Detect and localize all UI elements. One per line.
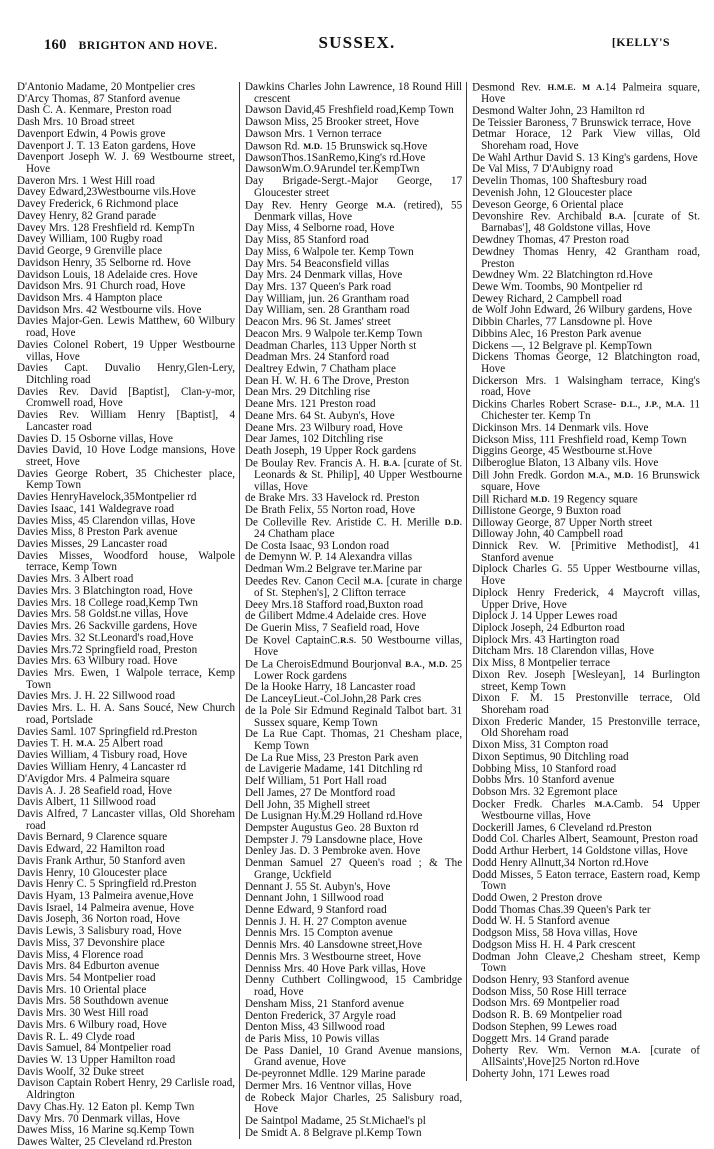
directory-entry: Davies Mrs. 3 Blatchington road, Hove — [17, 584, 193, 597]
directory-entry: DawsonWm.O.9Arundel ter.KempTwn — [245, 163, 420, 176]
directory-entry: De Val Miss, 7 D'Aubigny road — [472, 163, 613, 176]
directory-entry: Dempster J. 79 Lansdowne place, Hove — [245, 833, 423, 846]
running-head-publisher: [KELLY'S — [611, 35, 670, 49]
directory-entry: Dodd W. H. 5 Stanford avenue — [472, 915, 610, 928]
directory-entry: Dixon F. M. 15 Prestonville terrace, Old Shoreham road — [472, 692, 700, 717]
postnominal: M.D. — [303, 140, 323, 151]
directory-entry: Dickerson Mrs. 1 Walsingham terrace, King's road, Hove — [472, 374, 700, 399]
directory-entry: Davies Mrs. J. H. 22 Sillwood road — [17, 690, 176, 703]
directory-entry: Dennis Mrs. 40 Lansdowne street,Hove — [245, 939, 423, 952]
directory-entry: Detmar Horace, 12 Park View villas, Old Shoreham road, Hove — [472, 128, 700, 152]
directory-entry: Day Mrs. 54 Beaconsfield villas — [245, 257, 390, 270]
postnominal: M.A. — [594, 798, 614, 809]
directory-entry: Dash Mrs. 10 Broad street — [17, 116, 135, 129]
postnominal: R.S. — [340, 634, 357, 645]
directory-entry: De Pass Daniel, 10 Grand Avenue mansions, Grand avenue, Hove — [245, 1044, 463, 1069]
directory-entry: Day William, sen. 28 Grantham road — [245, 304, 410, 317]
directory-entry: Davies HenryHavelock,35Montpelier rd — [17, 491, 197, 504]
directory-entry: Dewey Richard, 2 Campbell road — [472, 292, 622, 305]
directory-entry: D'Antonio Madame, 20 Montpelier cres — [17, 81, 196, 93]
directory-entry: Davis R. L. 49 Clyde road — [17, 1030, 135, 1043]
directory-entry: De Kovel CaptainC.R.S. 50 Westbourne villas, Hove — [245, 634, 463, 658]
directory-entry: Davies Saml. 107 Springfield rd.Preston — [17, 725, 198, 738]
directory-entry: Davies Misses, 29 Lancaster road — [17, 538, 168, 551]
directory-entry: Dix Miss, 8 Montpelier terrace — [472, 657, 611, 670]
directory-entry: Davies Mrs. 63 Wilbury road. Hove — [17, 655, 178, 668]
directory-entry: Davies Mrs. Ewen, 1 Walpole terrace, Kemp Town — [17, 666, 236, 691]
directory-entry: David George, 9 Grenville place — [17, 245, 163, 258]
directory-entry: Dennis Mrs. 3 Westbourne street, Hove — [245, 950, 421, 963]
directory-entry: Davis Miss, 4 Florence road — [17, 948, 144, 961]
directory-entry: Davies Miss, 8 Preston Park avenue — [17, 526, 178, 539]
directory-entry: De Lusignan Hy.M.29 Holland rd.Hove — [245, 810, 423, 823]
directory-entry: D'Avigdor Mrs. 4 Palmeira square — [17, 772, 170, 785]
directory-entry: Day Miss, 4 Selborne road, Hove — [245, 222, 395, 235]
directory-entry: De La Rue Capt. Thomas, 21 Chesham place, Kemp Town — [245, 728, 463, 752]
directory-entry: Dodman John Cleave,2 Chesham street, Kemp Town — [472, 950, 700, 975]
directory-entry: Davis Lewis, 3 Salisbury road, Hove — [17, 925, 182, 938]
directory-entry: Dedman Wm.2 Belgrave ter.Marine par — [245, 563, 422, 576]
directory-entry: Delf William, 51 Port Hall road — [245, 775, 387, 788]
directory-entry: Dill Richard M.D. 19 Regency square — [472, 493, 638, 506]
directory-entry: D'Arcy Thomas, 87 Stanford avenue — [17, 92, 181, 105]
directory-entry: De La Rue Miss, 23 Preston Park aven — [245, 751, 419, 764]
postnominal: M.A. — [621, 1045, 641, 1056]
directory-entry: Dealtrey Edwin, 7 Chatham place — [245, 363, 396, 376]
directory-entry: Dickinson Mrs. 14 Denmark vils. Hove — [472, 422, 649, 435]
directory-entry: Davies Rev. William Henry [Baptist], 4 Lancaster road — [17, 409, 236, 433]
directory-entry: Davies Misses, Woodford house, Walpole terrace, Kemp Town — [17, 549, 236, 574]
directory-entry: Dawes Miss, 16 Marine sq.Kemp Town — [17, 1124, 195, 1137]
directory-entry: De Wahl Arthur David S. 13 King's gardens, Hove — [472, 151, 698, 164]
directory-entry: Davenport Joseph W. J. 69 Westbourne street, Hove — [17, 151, 236, 176]
directory-entry: Deey Mrs.18 Stafford road,Buxton road — [245, 598, 424, 611]
directory-entry: Dixon Miss, 31 Compton road — [472, 739, 609, 752]
directory-entry: Davidson Mrs. 42 Westbourne vils. Hove — [17, 303, 202, 316]
postnominal: M.D. — [428, 658, 448, 669]
directory-entry: Dodd Misses, 5 Eaton terrace, Eastern road, Kemp Town — [472, 868, 700, 893]
directory-entry: Davies Colonel Robert, 19 Upper Westbourne villas, Hove — [17, 338, 236, 363]
directory-entry: Dixon Septimus, 90 Ditchling road — [472, 750, 629, 763]
directory-entry: Dennant J. 55 St. Aubyn's, Hove — [245, 880, 391, 893]
directory-entry: Dixon Frederic Mander, 15 Prestonville terrace, Old Shoreham road — [472, 715, 700, 740]
directory-entry: Deane Mrs. 64 St. Aubyn's, Hove — [245, 409, 395, 422]
directory-entry: Denton Frederick, 37 Argyle road — [245, 1009, 396, 1022]
directory-entry: Davis Hyam, 13 Palmeira avenue,Hove — [17, 889, 194, 902]
directory-entry: Davidson Louis, 18 Adelaide cres. Hove — [17, 268, 198, 281]
directory-entry: Dempster Augustus Geo. 28 Buxton rd — [245, 822, 419, 835]
directory-entry: Deveson George, 6 Oriental place — [472, 198, 624, 211]
directory-entry: Dewdney Thomas Henry, 42 Grantham road, Preston — [472, 245, 700, 270]
directory-entry: Deedes Rev. Canon Cecil M.A. [curate in charge of St. Stephen's], 2 Clifton terrace — [245, 575, 463, 599]
directory-entry: Davis Woolf, 32 Duke street — [17, 1065, 144, 1078]
directory-entry: Death Joseph, 19 Upper Rock gardens — [245, 445, 417, 458]
directory-entry: Davies William, 4 Tisbury road, Hove — [17, 749, 188, 762]
postnominal: D.D. — [444, 516, 463, 527]
directory-entry: Dell James, 27 De Montford road — [245, 786, 396, 799]
directory-entry: Dear James, 102 Ditchling rise — [245, 433, 383, 446]
directory-entry: De La CheroisEdmund Bourjonval B.A., M.D. 25 Lower Rock gardens — [245, 657, 463, 682]
directory-entry: Diplock Henry Frederick, 4 Maycroft villas, Upper Drive, Hove — [472, 586, 700, 611]
directory-entry: Dash C. A. Kenmare, Preston road — [17, 104, 172, 117]
directory-entry: Dickens Thomas George, 12 Blatchington road, Hove — [472, 351, 700, 376]
directory-entry: Deacon Mrs. 9 Walpole ter.Kemp Town — [245, 327, 423, 340]
directory-entry: Dawson Miss, 25 Brooker street, Hove — [245, 116, 419, 129]
directory-entry: Davies William Henry, 4 Lancaster rd — [17, 761, 187, 774]
directory-entry: Davies Isaac, 141 Waldegrave road — [17, 502, 175, 515]
directory-entry: Develin Thomas, 100 Shaftesbury road — [472, 175, 647, 188]
postnominal: B.A. — [608, 211, 626, 222]
directory-entry: Dilloway George, 87 Upper North street — [472, 516, 653, 529]
directory-entry: Davies T. H. M.A. 25 Albert road — [17, 737, 163, 750]
directory-entry: Davey Henry, 82 Grand parade — [17, 209, 157, 222]
directory-entry: de Wolf John Edward, 26 Wilbury gardens, Hove — [472, 304, 693, 317]
directory-entry: Devonshire Rev. Archibald B.A. [curate of St. Barnabas'], 48 Goldstone villas, Hove — [472, 210, 700, 235]
page-number: 160 — [44, 37, 67, 53]
directory-entry: Day Rev. Henry George M.A. (retired), 55 Denmark villas, Hove — [245, 198, 463, 223]
directory-column-1 — [12, 82, 239, 1149]
running-head-county: SUSSEX. — [318, 33, 396, 52]
directory-entry: Davies George Robert, 35 Chichester place, Kemp Town — [17, 467, 236, 492]
directory-entry: Densham Miss, 21 Stanford avenue — [245, 997, 404, 1010]
directory-entry: Davidson Henry, 35 Selborne rd. Hove — [17, 256, 191, 269]
directory-entry: Dickson Miss, 111 Freshfield road, Kemp Town — [472, 433, 687, 446]
postnominal: M.D. — [613, 469, 634, 480]
directory-entry: Davy Mrs. 70 Denmark villas, Hove — [17, 1112, 180, 1125]
directory-entry: Davis Alfred, 7 Lancaster villas, Old Shoreham road — [17, 807, 236, 832]
directory-entry: Dewdney Wm. 22 Blatchington rd.Hove — [472, 269, 653, 282]
directory-entry: De la Hooke Harry, 18 Lancaster road — [245, 681, 416, 694]
directory-entry: Davis Edward, 22 Hamilton road — [17, 843, 165, 856]
directory-entry: Dennis J. H. H. 27 Compton avenue — [245, 915, 407, 928]
directory-entry: Devenish John, 12 Gloucester place — [472, 186, 633, 199]
directory-entry: Doggett Mrs. 14 Grand parade — [472, 1032, 609, 1045]
directory-entry: Davey Edward,23Westbourne vils.Hove — [17, 186, 196, 199]
directory-entry: De Teissier Baroness, 7 Brunswick terrace, Hove — [472, 116, 692, 129]
directory-entry: Diplock J. 14 Upper Lewes road — [472, 610, 618, 623]
directory-entry: Desmond Rev. H.M.E. M A.14 Palmeira square, Hove — [472, 81, 700, 106]
directory-entry: Davis Israel, 14 Palmeira avenue, Hove — [17, 901, 194, 914]
directory-entry: Dodson Henry, 93 Stanford avenue — [472, 973, 630, 986]
directory-entry: Davis Samuel, 84 Montpelier road — [17, 1042, 171, 1055]
directory-entry: Denniss Mrs. 40 Hove Park villas, Hove — [245, 962, 426, 975]
directory-entry: Deane Mrs. 121 Preston road — [245, 398, 376, 411]
directory-entry: Dixon Rev. Joseph [Wesleyan], 14 Burlington street, Kemp Town — [472, 668, 700, 693]
directory-entry: De Brath Felix, 55 Norton road, Hove — [245, 504, 416, 517]
directory-entry: Dodgson Miss H. H. 4 Park crescent — [472, 938, 636, 951]
directory-entry: de Demynn W. P. 14 Alexandra villas — [245, 551, 413, 564]
directory-entry: Davis Frank Arthur, 50 Stanford aven — [17, 854, 186, 867]
directory-entry: de Robeck Major Charles, 25 Salisbury road, Hove — [245, 1091, 463, 1116]
directory-entry: Dobbing Miss, 10 Stanford road — [472, 762, 617, 775]
directory-entry: Dodd Thomas Chas.39 Queen's Park ter — [472, 903, 651, 916]
directory-entry: Davenport Edwin, 4 Powis grove — [17, 127, 166, 140]
directory-entry: Day William, jun. 26 Grantham road — [245, 292, 409, 305]
directory-entry: Dodd Owen, 2 Preston drove — [472, 891, 603, 904]
directory-entry: Day Miss, 85 Stanford road — [245, 234, 369, 247]
directory-entry: Dobson Mrs. 32 Egremont place — [472, 786, 618, 799]
directory-entry: Dilberoglue Blaton, 13 Albany vils. Hove — [472, 457, 659, 470]
directory-entry: Davis Mrs. 84 Edburton avenue — [17, 960, 160, 973]
directory-entry: Dill John Fredk. Gordon M.A., M.D. 16 Brunswick square, Hove — [472, 469, 700, 493]
directory-entry: Desmond Walter John, 23 Hamilton rd — [472, 104, 645, 117]
directory-entry: Dawson David,45 Freshfield road,Kemp Town — [245, 104, 454, 117]
directory-entry: Dennis Mrs. 15 Compton avenue — [245, 927, 393, 940]
directory-entry: Davis Mrs. 10 Oriental place — [17, 983, 147, 996]
directory-entry: Denny Cuthbert Collingwood, 15 Cambridge road, Hove — [245, 974, 463, 999]
running-head — [44, 0, 670, 74]
directory-entry: De Costa Isaac, 93 London road — [245, 539, 389, 552]
postnominal: M.A. — [587, 469, 608, 480]
directory-entry: Davies W. 13 Upper Hamilton road — [17, 1054, 176, 1067]
directory-entry: De Colleville Rev. Aristide C. H. Merille D.D. 24 Chatham place — [245, 516, 463, 540]
directory-entry: Doherty John, 171 Lewes road — [472, 1068, 610, 1081]
directory-entry: Davey Mrs. 128 Freshfield rd. KempTn — [17, 221, 195, 234]
directory-entry: Davies Rev. David [Baptist], Clan-y-mor, Cromwell road, Hove — [17, 385, 236, 410]
directory-entry: Dermer Mrs. 16 Ventnor villas, Hove — [245, 1079, 412, 1092]
directory-entry: Davidson Mrs. 91 Church road, Hove — [17, 280, 186, 293]
directory-entry: Davies Miss, 45 Clarendon villas, Hove — [17, 514, 196, 527]
directory-entry: Davis Henry, 10 Gloucester place — [17, 866, 168, 879]
directory-entry: Dillistone George, 9 Buxton road — [472, 504, 621, 517]
directory-entry: Davis Albert, 11 Sillwood road — [17, 796, 156, 809]
directory-entry: Davis Joseph, 36 Norton road, Hove — [17, 913, 180, 926]
directory-entry: Dawes Walter, 25 Cleveland rd.Preston — [17, 1136, 192, 1149]
directory-entry: Davies Mrs. 26 Sackville gardens, Hove — [17, 620, 198, 633]
running-head-place: BRIGHTON AND HOVE. — [78, 40, 218, 52]
directory-entry: Davis Mrs. 6 Wilbury road, Hove — [17, 1018, 167, 1031]
directory-column-3 — [466, 82, 704, 1081]
directory-entry: Davies Mrs. 58 Goldst.ne villas, Hove — [17, 608, 189, 621]
directory-entry: Diggins George, 45 Westbourne st.Hove — [472, 445, 653, 458]
directory-entry: Davies Mrs. 18 College road,Kemp Twn — [17, 596, 198, 609]
directory-entry: Davies Mrs.72 Springfield road, Preston — [17, 643, 198, 656]
directory-entry: de Gilibert Mdme.4 Adelaide cres. Hove — [245, 610, 427, 623]
directory-entry: Dinnick Rev. W. [Primitive Methodist], 41 Stanford avenue — [472, 539, 700, 564]
directory-entry: Davies David, 10 Hove Lodge mansions, Hove street, Hove — [17, 444, 236, 468]
directory-entry: Dilloway John, 40 Campbell road — [472, 528, 623, 541]
directory-entry: Dawkins Charles John Lawrence, 18 Round Hill crescent — [245, 81, 463, 105]
directory-entry: Davey William, 100 Rugby road — [17, 233, 163, 246]
directory-entry: Dickins Charles Robert Scrase- D.L., J.P., M.A. 11 Chichester ter. Kemp Tn — [472, 398, 701, 423]
directory-entry: Davis Mrs. 54 Montpelier road — [17, 972, 156, 985]
directory-entry: Diplock Charles G. 55 Upper Westbourne villas, Hove — [472, 563, 700, 588]
directory-column-2 — [239, 82, 466, 1139]
directory-entry: Dewe Wm. Toombs, 90 Montpelier rd — [472, 281, 643, 293]
directory-entry: Day Mrs. 137 Queen's Park road — [245, 281, 392, 293]
directory-entry: Denne Edward, 9 Stanford road — [245, 904, 387, 917]
directory-entry: Dawson Rd. M.D. 15 Brunswick sq.Hove — [245, 139, 428, 152]
directory-entry: Davies Mrs. L. H. A. Sans Soucé, New Church road, Portslade — [17, 702, 236, 726]
directory-entry: DawsonThos.1SanRemo,King's rd.Hove — [245, 151, 426, 164]
directory-entry: Daveron Mrs. 1 West Hill road — [17, 174, 155, 187]
directory-entry: Deacon Mrs. 96 St. James' street — [245, 316, 391, 329]
directory-entry: Davison Captain Robert Henry, 29 Carlisle road, Aldrington — [17, 1077, 236, 1102]
postnominal: M.A. — [76, 738, 96, 749]
directory-entry: de la Pole Sir Edmund Reginald Talbot bart. 31 Sussex square, Kemp Town — [245, 704, 463, 729]
directory-entry: Doherty Rev. Wm. Vernon M.A. [curate of AllSaints',Hove]25 Norton rd.Hove — [472, 1044, 700, 1069]
directory-entry: Davenport J. T. 13 Eaton gardens, Hove — [17, 139, 196, 152]
postnominal: B.A. — [405, 658, 423, 669]
directory-entry: Diplock Mrs. 43 Hartington road — [472, 633, 620, 646]
directory-entry: De Saintpol Madame, 25 St.Michael's pl — [245, 1114, 426, 1127]
directory-entry: Dodson Miss, 50 Rose Hill terrace — [472, 985, 627, 998]
directory-entry: Dodson Mrs. 69 Montpelier road — [472, 997, 620, 1010]
directory-entry: Dodson Stephen, 99 Lewes road — [472, 1020, 617, 1033]
postnominal: M.A. — [665, 399, 686, 410]
postnominal: J.P. — [644, 399, 659, 410]
directory-entry: Diplock Joseph, 24 Edburton road — [472, 622, 625, 635]
directory-entry: Davis A. J. 28 Seafield road, Hove — [17, 784, 172, 797]
directory-entry: Davies Major-Gen. Lewis Matthew, 60 Wilbury road, Hove — [17, 315, 236, 340]
directory-entry: Dodson R. B. 69 Montpelier road — [472, 1009, 622, 1022]
directory-entry: Dodd Col. Charles Albert, Seamount, Preston road — [472, 833, 698, 846]
directory-entry: Davis Henry C. 5 Springfield rd.Preston — [17, 878, 197, 891]
directory-entry: Dodd Arthur Herbert, 14 Goldstone villas, Hove — [472, 845, 688, 858]
postnominal: M A. — [582, 82, 605, 92]
directory-entry: Davies D. 15 Osborne villas, Hove — [17, 432, 173, 445]
directory-entry: Davies Mrs. 3 Albert road — [17, 573, 134, 586]
directory-entry: Deadman Charles, 113 Upper North st — [245, 339, 417, 352]
directory-entry: Dewdney Thomas, 47 Preston road — [472, 234, 629, 247]
directory-entry: Davis Mrs. 30 West Hill road — [17, 1007, 149, 1020]
directory-entry: Dockerill James, 6 Cleveland rd.Preston — [472, 821, 652, 834]
directory-columns — [12, 81, 704, 1149]
directory-entry: Dean H. W. H. 6 The Drove, Preston — [245, 374, 410, 387]
directory-entry: De-peyronnet Mdlle. 129 Marine parade — [245, 1068, 426, 1081]
directory-entry: Davis Miss, 37 Devonshire place — [17, 936, 165, 949]
directory-entry: De Boulay Rev. Francis A. H. B.A. [curate of St. Leonards & St. Philip], 40 Upper Westbourne villas, Hove — [245, 457, 463, 493]
directory-entry: Dean Mrs. 29 Ditchling rise — [245, 386, 371, 399]
directory-entry: de Brake Mrs. 33 Havelock rd. Preston — [245, 492, 420, 505]
directory-entry: Day Brigade-Sergt.-Major George, 17 Gloucester street — [245, 175, 463, 199]
directory-entry: Denley Jas. D. 3 Pembroke aven. Hove — [245, 845, 421, 858]
directory-entry: Davis Mrs. 58 Southdown avenue — [17, 995, 169, 1008]
directory-entry: Davies Capt. Duvalio Henry,Glen-Lery, Ditchling road — [17, 362, 236, 386]
directory-entry: Davidson Mrs. 4 Hampton place — [17, 291, 163, 304]
directory-entry: Davey Frederick, 6 Richmond place — [17, 198, 179, 211]
directory-entry: Docker Fredk. Charles M.A.Camb. 54 Upper Westbourne villas, Hove — [472, 798, 700, 822]
directory-entry: Davy Chas.Hy. 12 Eaton pl. Kemp Twn — [17, 1100, 195, 1113]
directory-entry: de Paris Miss, 10 Powis villas — [245, 1032, 380, 1045]
directory-entry: de Lavigerie Madame, 141 Ditchling rd — [245, 763, 423, 776]
directory-entry: Dennant John, 1 Sillwood road — [245, 892, 384, 905]
directory-entry: Dobbs Mrs. 10 Stanford avenue — [472, 774, 615, 787]
postnominal: B.A. — [383, 457, 401, 468]
postnominal: M.A. — [363, 575, 384, 586]
directory-entry: De LanceyLieut.-Col.John,28 Park cres — [245, 693, 422, 706]
directory-entry: Dibbin Charles, 77 Lansdowne pl. Hove — [472, 316, 653, 329]
postnominal: D.L. — [620, 399, 638, 410]
directory-entry: Davies Mrs. 32 St.Leonard's road,Hove — [17, 631, 194, 644]
directory-entry: Ditcham Mrs. 18 Clarendon villas, Hove — [472, 645, 654, 658]
directory-entry: Day Miss, 6 Walpole ter. Kemp Town — [245, 245, 414, 258]
postnominal: M.A. — [376, 199, 396, 210]
directory-entry: De Guerin Miss, 7 Seafield road, Hove — [245, 622, 420, 635]
directory-entry: Dell John, 35 Mighell street — [245, 798, 371, 811]
directory-entry: Day Mrs. 24 Denmark villas, Hove — [245, 269, 403, 282]
directory-entry: Denton Miss, 43 Sillwood road — [245, 1021, 385, 1034]
directory-entry: Dodgson Miss, 58 Hova villas, Hove — [472, 927, 638, 940]
postnominal: H.M.E. — [547, 82, 576, 92]
directory-entry: De Smidt A. 8 Belgrave pl.Kemp Town — [245, 1126, 422, 1139]
directory-entry: Deadman Mrs. 24 Stanford road — [245, 351, 390, 364]
directory-entry: Denman Samuel 27 Queen's road ; & The Grange, Uckfield — [245, 857, 463, 881]
directory-entry: Dibbins Alec, 16 Preston Park avenue — [472, 327, 642, 340]
directory-entry: Dawson Mrs. 1 Vernon terrace — [245, 127, 382, 140]
directory-entry: Deane Mrs. 23 Wilbury road, Hove — [245, 421, 403, 434]
directory-entry: Davis Bernard, 9 Clarence square — [17, 831, 168, 844]
directory-entry: Dickens —, 12 Belgrave pl. KempTown — [472, 339, 652, 352]
postnominal: M.D. — [530, 493, 550, 504]
directory-entry: Dodd Henry Allnutt,34 Norton rd.Hove — [472, 856, 649, 869]
